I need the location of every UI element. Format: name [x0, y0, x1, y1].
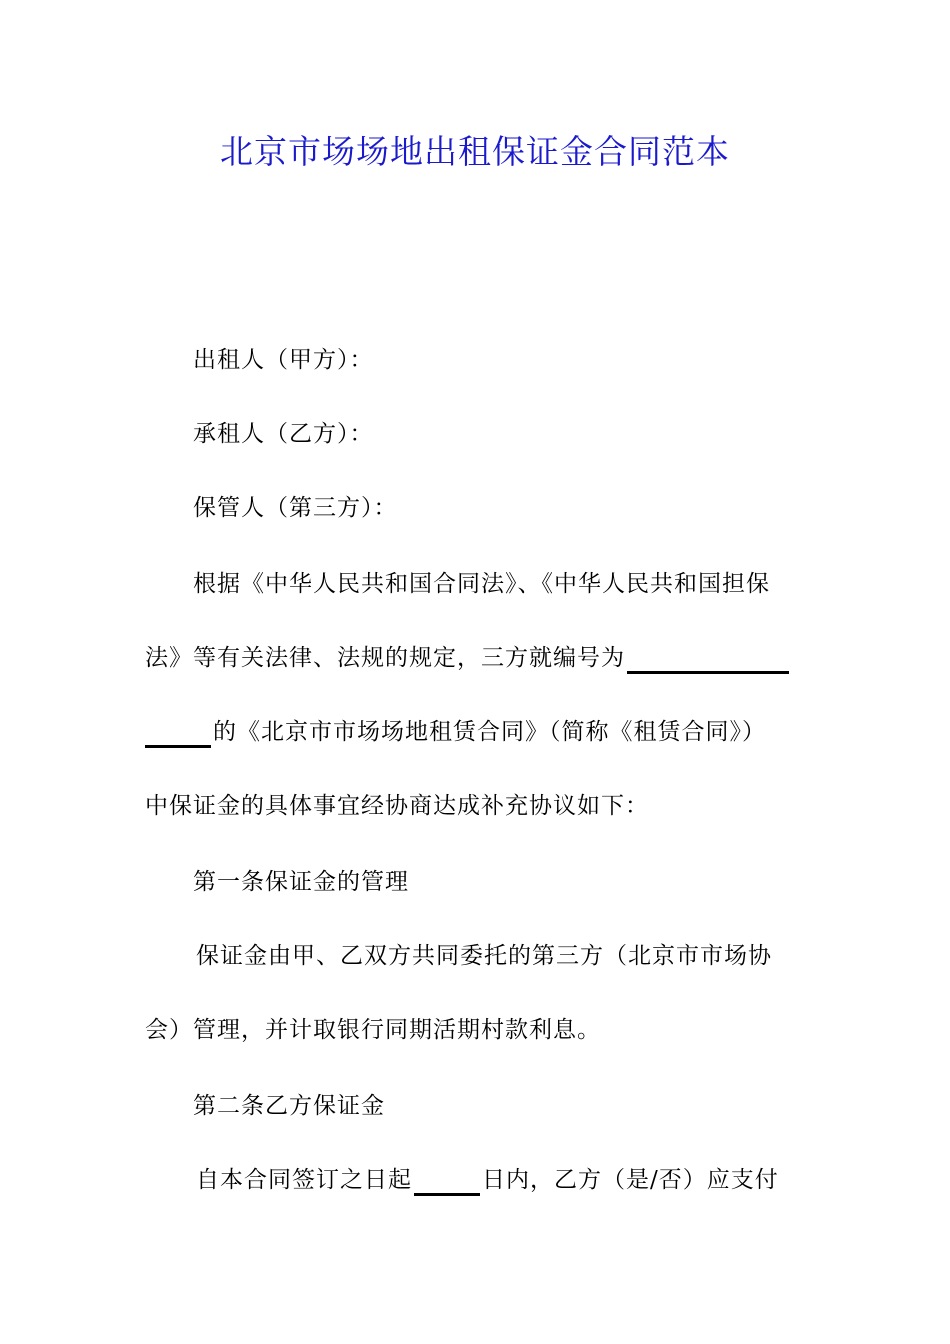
- article-1-line-1: 保证金由甲、乙双方共同委托的第三方（北京市市场协: [196, 943, 772, 969]
- contract-number-blank-continued: [145, 717, 211, 748]
- article-2-line-1-text-a: 自本合同签订之日起: [196, 1167, 412, 1193]
- article-2-heading: 第二条乙方保证金: [193, 1093, 385, 1119]
- days-blank: [414, 1165, 480, 1196]
- party-lessee-label: 承租人（乙方）：: [193, 421, 374, 447]
- article-2-line-1: [196, 1164, 779, 1196]
- document-title: 北京市场场地出租保证金合同范本: [220, 132, 730, 171]
- preamble-line-1: 根据《中华人民共和国合同法》、《中华人民共和国担保: [193, 571, 770, 597]
- preamble-line-3: [145, 716, 766, 748]
- article-2-line-1-text-b: 日内，乙方（是/否）应支付: [482, 1167, 779, 1193]
- party-custodian-label: 保管人（第三方）：: [193, 495, 398, 521]
- preamble-line-2-text: 法》等有关法律、法规的规定，三方就编号为: [145, 645, 625, 671]
- article-1-heading: 第一条保证金的管理: [193, 869, 409, 895]
- preamble-line-4: 中保证金的具体事宜经协商达成补充协议如下：: [145, 793, 649, 819]
- preamble-line-2: [145, 642, 791, 674]
- preamble-line-3-text: 的《北京市市场场地租赁合同》（简称《租赁合同》）: [213, 719, 766, 745]
- article-1-line-2: 会）管理，并计取银行同期活期村款利息。: [145, 1017, 601, 1043]
- contract-number-blank: [627, 643, 789, 674]
- party-lessor-label: 出租人（甲方）：: [193, 347, 374, 373]
